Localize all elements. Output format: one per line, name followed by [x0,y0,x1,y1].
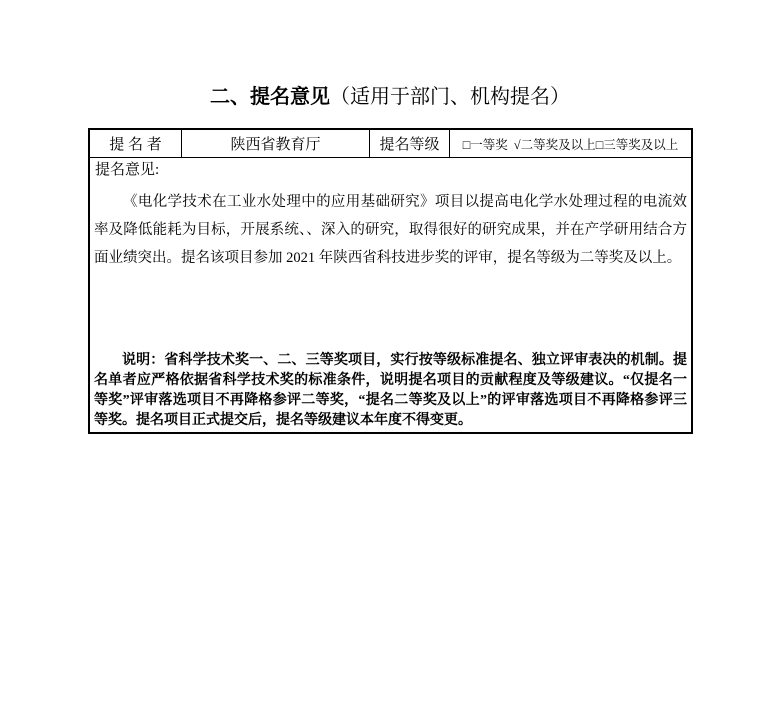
grade-label-cell [370,130,450,157]
grade-label: 提名等级 [379,137,440,153]
grade-option-label: 二等奖及以上 [520,137,596,152]
opinion-cell [90,158,691,432]
nominator-value-cell [182,130,370,157]
grade-option-label: 三等奖及以上 [603,137,679,152]
page-title-paren: （适用于部门、机构提名） [330,86,570,108]
page-title [0,85,780,109]
instructions-note-text: 说明：省科学技术奖一、二、三等奖项目，实行按等级标准提名、独立评审表决的机制。提名单者应严格依据省科学技术奖的标准条件，说明提名项目的贡献程度及等级建议。“仅提名一等奖”评审落选项目不再降格参评二等奖，“提名二等奖及以上”的评审落选项目不再降格参评三等奖。提名项目正式提交后，提名等级建议本年度不得变更。 [94,353,687,428]
grade-option-second-prize-or-above [514,135,596,153]
page-title-main: 二、提名意见 [210,86,330,108]
nomination-table-header-row [90,130,691,158]
checkmark-icon: √ [513,137,521,152]
nomination-table [88,128,693,434]
grade-option-third-prize-or-above [596,135,679,153]
nominator-label-cell [90,130,182,157]
nominator-label: 提 名 者 [109,137,162,153]
nominator-value: 陕西省教育厅 [230,137,321,153]
opinion-section-label: 提名意见: [95,162,160,178]
checkbox-unchecked-icon: □ [595,137,604,152]
checkbox-unchecked-icon: □ [462,137,471,152]
grade-options-cell [450,130,691,157]
grade-option-label: 一等奖 [470,137,508,152]
opinion-body-text: 《电化学技术在工业水处理中的应用基础研究》项目以提高电化学水处理过程的电流效率及降低能耗为目标，开展系统、、深入的研究，取得很好的研究成果，并在产学研用结合方面业绩突出。提名该项目参加 2021 年陕西省科技进步奖的评审，提名等级为二等奖及以上。 [94,194,687,266]
grade-option-first-prize [463,135,508,153]
